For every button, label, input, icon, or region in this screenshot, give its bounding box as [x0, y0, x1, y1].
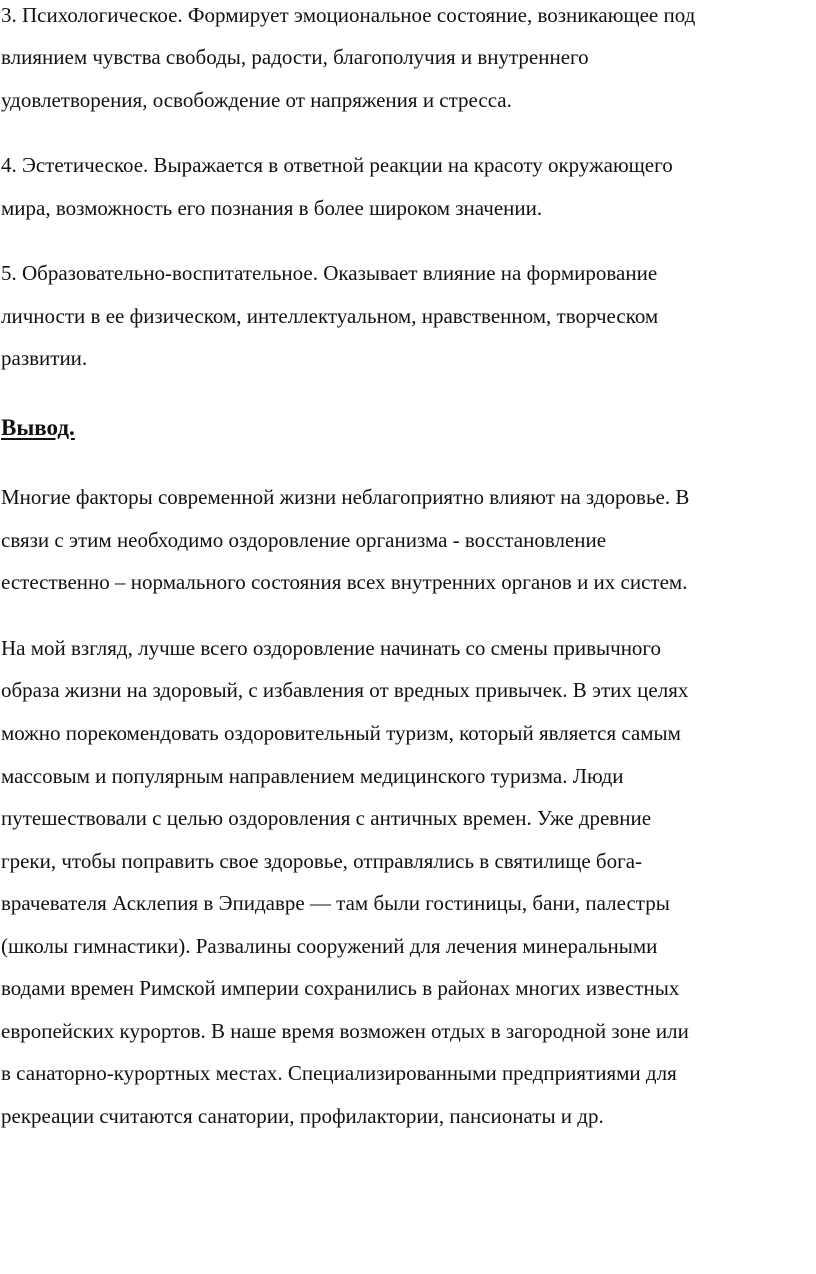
conclusion-heading: Вывод.	[1, 415, 75, 440]
conclusion-2-line-11: в санаторно-курортных местах. Специализированными предприятиями для	[1, 1061, 677, 1085]
conclusion-2-line-8: (школы гимнастики). Развалины сооружений для лечения минеральными	[1, 934, 658, 958]
conclusion-2-line-6: греки, чтобы поправить свое здоровье, отправлялись в святилище бога-	[1, 849, 643, 873]
conclusion-2-line-9: водами времен Римской империи сохранились в районах многих известных	[1, 976, 680, 1000]
conclusion-1-line-1: Многие факторы современной жизни неблагоприятно влияют на здоровье. В	[1, 485, 690, 509]
conclusion-2-line-10: европейских курортов. В наше время возможен отдых в загородной зоне или	[1, 1019, 689, 1043]
paragraph-5-line-3: развитии.	[1, 346, 88, 370]
conclusion-2-line-12: рекреации считаются санатории, профилактории, пансионаты и др.	[1, 1104, 604, 1128]
conclusion-2-line-2: образа жизни на здоровый, с избавления от вредных привычек. В этих целях	[1, 678, 689, 702]
conclusion-2-line-7: врачевателя Асклепия в Эпидавре — там были гостиницы, бани, палестры	[1, 891, 670, 915]
paragraph-4-line-1: 4. Эстетическое. Выражается в ответной реакции на красоту окружающего	[1, 153, 673, 177]
conclusion-2-line-3: можно порекомендовать оздоровительный туризм, который является самым	[1, 721, 681, 745]
paragraph-5-line-2: личности в ее физическом, интеллектуальном, нравственном, творческом	[1, 304, 659, 328]
paragraph-3-line-3: удовлетворения, освобождение от напряжения и стресса.	[1, 88, 512, 112]
conclusion-2-line-4: массовым и популярным направлением медицинского туризма. Люди	[1, 764, 624, 788]
conclusion-2-line-5: путешествовали с целью оздоровления с античных времен. Уже древние	[1, 806, 652, 830]
conclusion-1-line-2: связи с этим необходимо оздоровление организма - восстановление	[1, 528, 607, 552]
conclusion-2-line-1: На мой взгляд, лучше всего оздоровление начинать со смены привычного	[1, 636, 662, 660]
conclusion-1-line-3: естественно – нормального состояния всех внутренних органов и их систем.	[1, 570, 688, 594]
paragraph-3-line-2: влиянием чувства свободы, радости, благополучия и внутреннего	[1, 45, 589, 69]
paragraph-5-line-1: 5. Образовательно-воспитательное. Оказывает влияние на формирование	[1, 261, 658, 285]
paragraph-4-line-2: мира, возможность его познания в более широком значении.	[1, 196, 543, 220]
paragraph-3-line-1: 3. Психологическое. Формирует эмоциональное состояние, возникающее под	[1, 3, 696, 27]
